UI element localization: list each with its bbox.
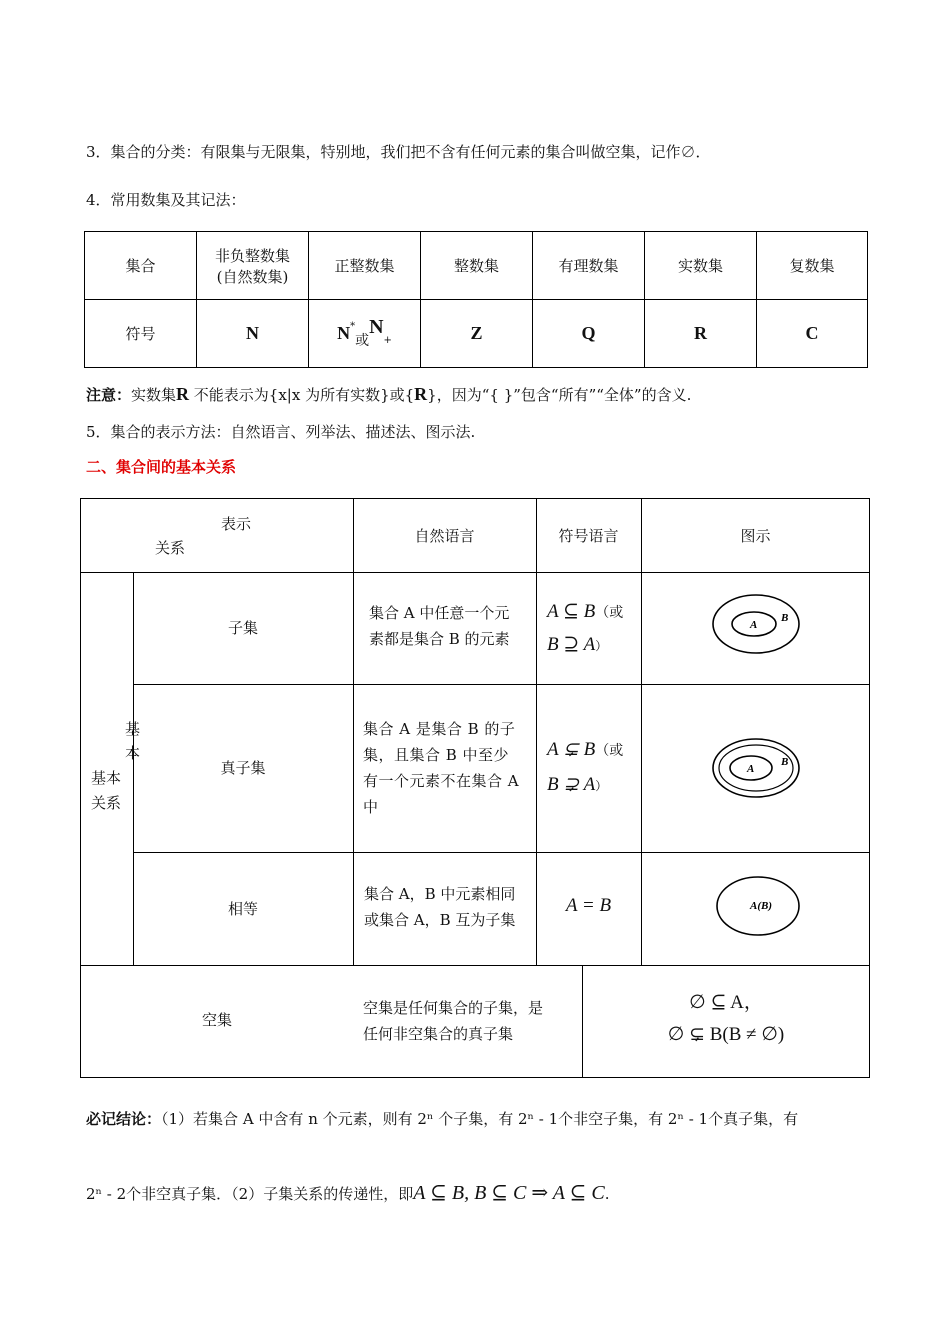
note-text-c: }，因为“{ }”包含“所有”“全体”的含义. [427, 386, 692, 404]
symbol-C [757, 300, 868, 368]
note-R1: R [176, 384, 190, 404]
header-relation: 关系 [155, 539, 186, 557]
symbol-N3: N [369, 315, 384, 338]
symbol-plus: + [383, 334, 392, 346]
row-proper-symbol-close: ） [595, 779, 608, 793]
subset-diagram-inner-label: A [750, 619, 758, 631]
set-natural [197, 232, 309, 300]
header-symbol-language: 符号语言 [558, 527, 619, 545]
header-symbol: 符号 [85, 300, 197, 368]
relation-table [80, 498, 870, 1078]
symbol-or: 或 [355, 332, 370, 349]
row-proper-symbol-a: A ⊊ B [547, 739, 596, 760]
header-represent: 表示 [221, 515, 252, 533]
row-subset-natural [369, 600, 510, 652]
symbol-N-text: N [246, 323, 259, 343]
row-empty-symbol-1: ∅ ⊆ A， [689, 992, 763, 1013]
row-subset-symbol-or: （或 [595, 605, 624, 621]
note-line [86, 384, 691, 405]
group-label-relation: 关系 [91, 794, 122, 812]
row-proper-subset-symbol [547, 733, 623, 803]
symbol-Z [421, 300, 533, 368]
row-equal-symbol-text: A = B [565, 895, 612, 916]
conclusion-text-2a: 2ⁿ - 2个非空真子集．（2）子集关系的传递性，即 [86, 1185, 414, 1203]
row-subset-symbol-a: A ⊆ B [547, 601, 596, 622]
set-natural-line2: (自然数集) [216, 267, 289, 286]
equal-diagram-label: A(B) [750, 900, 772, 912]
conclusion-text-2c: . [604, 1185, 610, 1203]
set-integer: 整数集 [421, 232, 533, 300]
conclusion-text-1: （1）若集合 A 中含有 n 个元素，则有 2ⁿ 个子集，有 2ⁿ - 1个非空子集，有 2ⁿ - 1个真子集，有 [161, 1110, 799, 1128]
symbol-star: * [350, 320, 356, 332]
row-proper-natural-3: 有一个元素不在集合 A [363, 772, 520, 790]
row-equal-natural [364, 881, 515, 933]
row-empty-name: 空集 [201, 1011, 232, 1029]
header-set: 集合 [85, 232, 197, 300]
row-subset-symbol-close: ） [595, 639, 608, 653]
row-proper-subset-natural [363, 716, 519, 820]
note-label: 注意： [86, 386, 132, 404]
row-empty-symbol-2: ∅ ⊊ B(B ≠ ∅) [667, 1024, 785, 1045]
proper-subset-diagram [711, 737, 801, 799]
line-3-set-classification: 3．集合的分类：有限集与无限集，特别地，我们把不含有任何元素的集合叫做空集，记作∅． [86, 143, 711, 161]
row-equal-natural-1: 集合 A，B 中元素相同 [364, 885, 516, 903]
overlap-char-1: 基 [125, 720, 141, 738]
row-empty-natural [363, 995, 543, 1047]
equal-diagram [715, 875, 801, 937]
overlap-char-2: 本 [125, 744, 141, 762]
conclusion-label: 必记结论： [86, 1110, 162, 1128]
symbol-Z-text: Z [470, 323, 483, 343]
set-rational: 有理数集 [533, 232, 645, 300]
line-4-number-sets: 4．常用数集及其记法： [86, 191, 246, 209]
row-subset-name: 子集 [227, 619, 258, 637]
header-natural-language: 自然语言 [414, 527, 475, 545]
row-empty-natural-1: 空集是任何集合的子集，是 [363, 999, 544, 1017]
row-subset-symbol [547, 596, 623, 662]
symbol-C-text: C [805, 323, 819, 343]
conclusion-formula: A ⊆ B, B ⊆ C ⇒ A ⊆ C [413, 1182, 605, 1204]
symbol-R-text: R [694, 323, 707, 343]
row-empty-symbol [582, 987, 870, 1051]
line-5-representation: 5．集合的表示方法：自然语言、列举法、描述法、图示法. [86, 423, 476, 441]
set-complex: 复数集 [757, 232, 868, 300]
symbol-N-star [309, 300, 421, 368]
subset-diagram [711, 593, 801, 655]
subset-diagram-outer-label: B [781, 612, 789, 624]
symbol-N [197, 300, 309, 368]
row-proper-symbol-b: B ⊋ A [547, 774, 596, 795]
set-positive-integer: 正整数集 [309, 232, 421, 300]
row-equal-name: 相等 [227, 900, 258, 918]
row-empty-natural-2: 任何非空集合的真子集 [363, 1025, 514, 1043]
symbol-N2: N [337, 322, 351, 343]
conclusion-line-2 [86, 1180, 610, 1205]
header-diagram: 图示 [740, 527, 771, 545]
symbol-Q-text: Q [581, 323, 596, 343]
row-subset-symbol-b: B ⊇ A [547, 634, 596, 655]
symbol-Q [533, 300, 645, 368]
note-text-a: 实数集 [131, 386, 177, 404]
group-label-basic: 基本 [91, 769, 122, 787]
row-equal-natural-2: 或集合 A，B 互为子集 [364, 911, 516, 929]
row-proper-subset-name: 真子集 [220, 759, 266, 777]
conclusion-line-1 [86, 1108, 798, 1129]
symbol-R [645, 300, 757, 368]
section-2-title: 二、集合间的基本关系 [86, 458, 237, 476]
row-equal-symbol [536, 895, 641, 917]
note-R2: R [414, 384, 428, 404]
proper-diagram-inner-label: A [747, 763, 755, 775]
row-proper-natural-4: 中 [363, 798, 379, 816]
row-subset-natural-2: 素都是集合 B 的元素 [369, 630, 510, 648]
row-proper-natural-2: 集，且集合 B 中至少 [363, 746, 510, 764]
proper-diagram-outer-label: B [781, 756, 789, 768]
set-real: 实数集 [645, 232, 757, 300]
row-proper-symbol-or: （或 [595, 743, 624, 759]
row-subset-natural-1: 集合 A 中任意一个元 [369, 604, 510, 622]
note-text-b: 不能表示为{x|x 为所有实数}或{ [189, 386, 415, 404]
number-set-table [84, 231, 868, 368]
set-natural-line1: 非负整数集 [214, 246, 290, 265]
row-proper-natural-1: 集合 A 是集合 B 的子 [363, 720, 516, 738]
